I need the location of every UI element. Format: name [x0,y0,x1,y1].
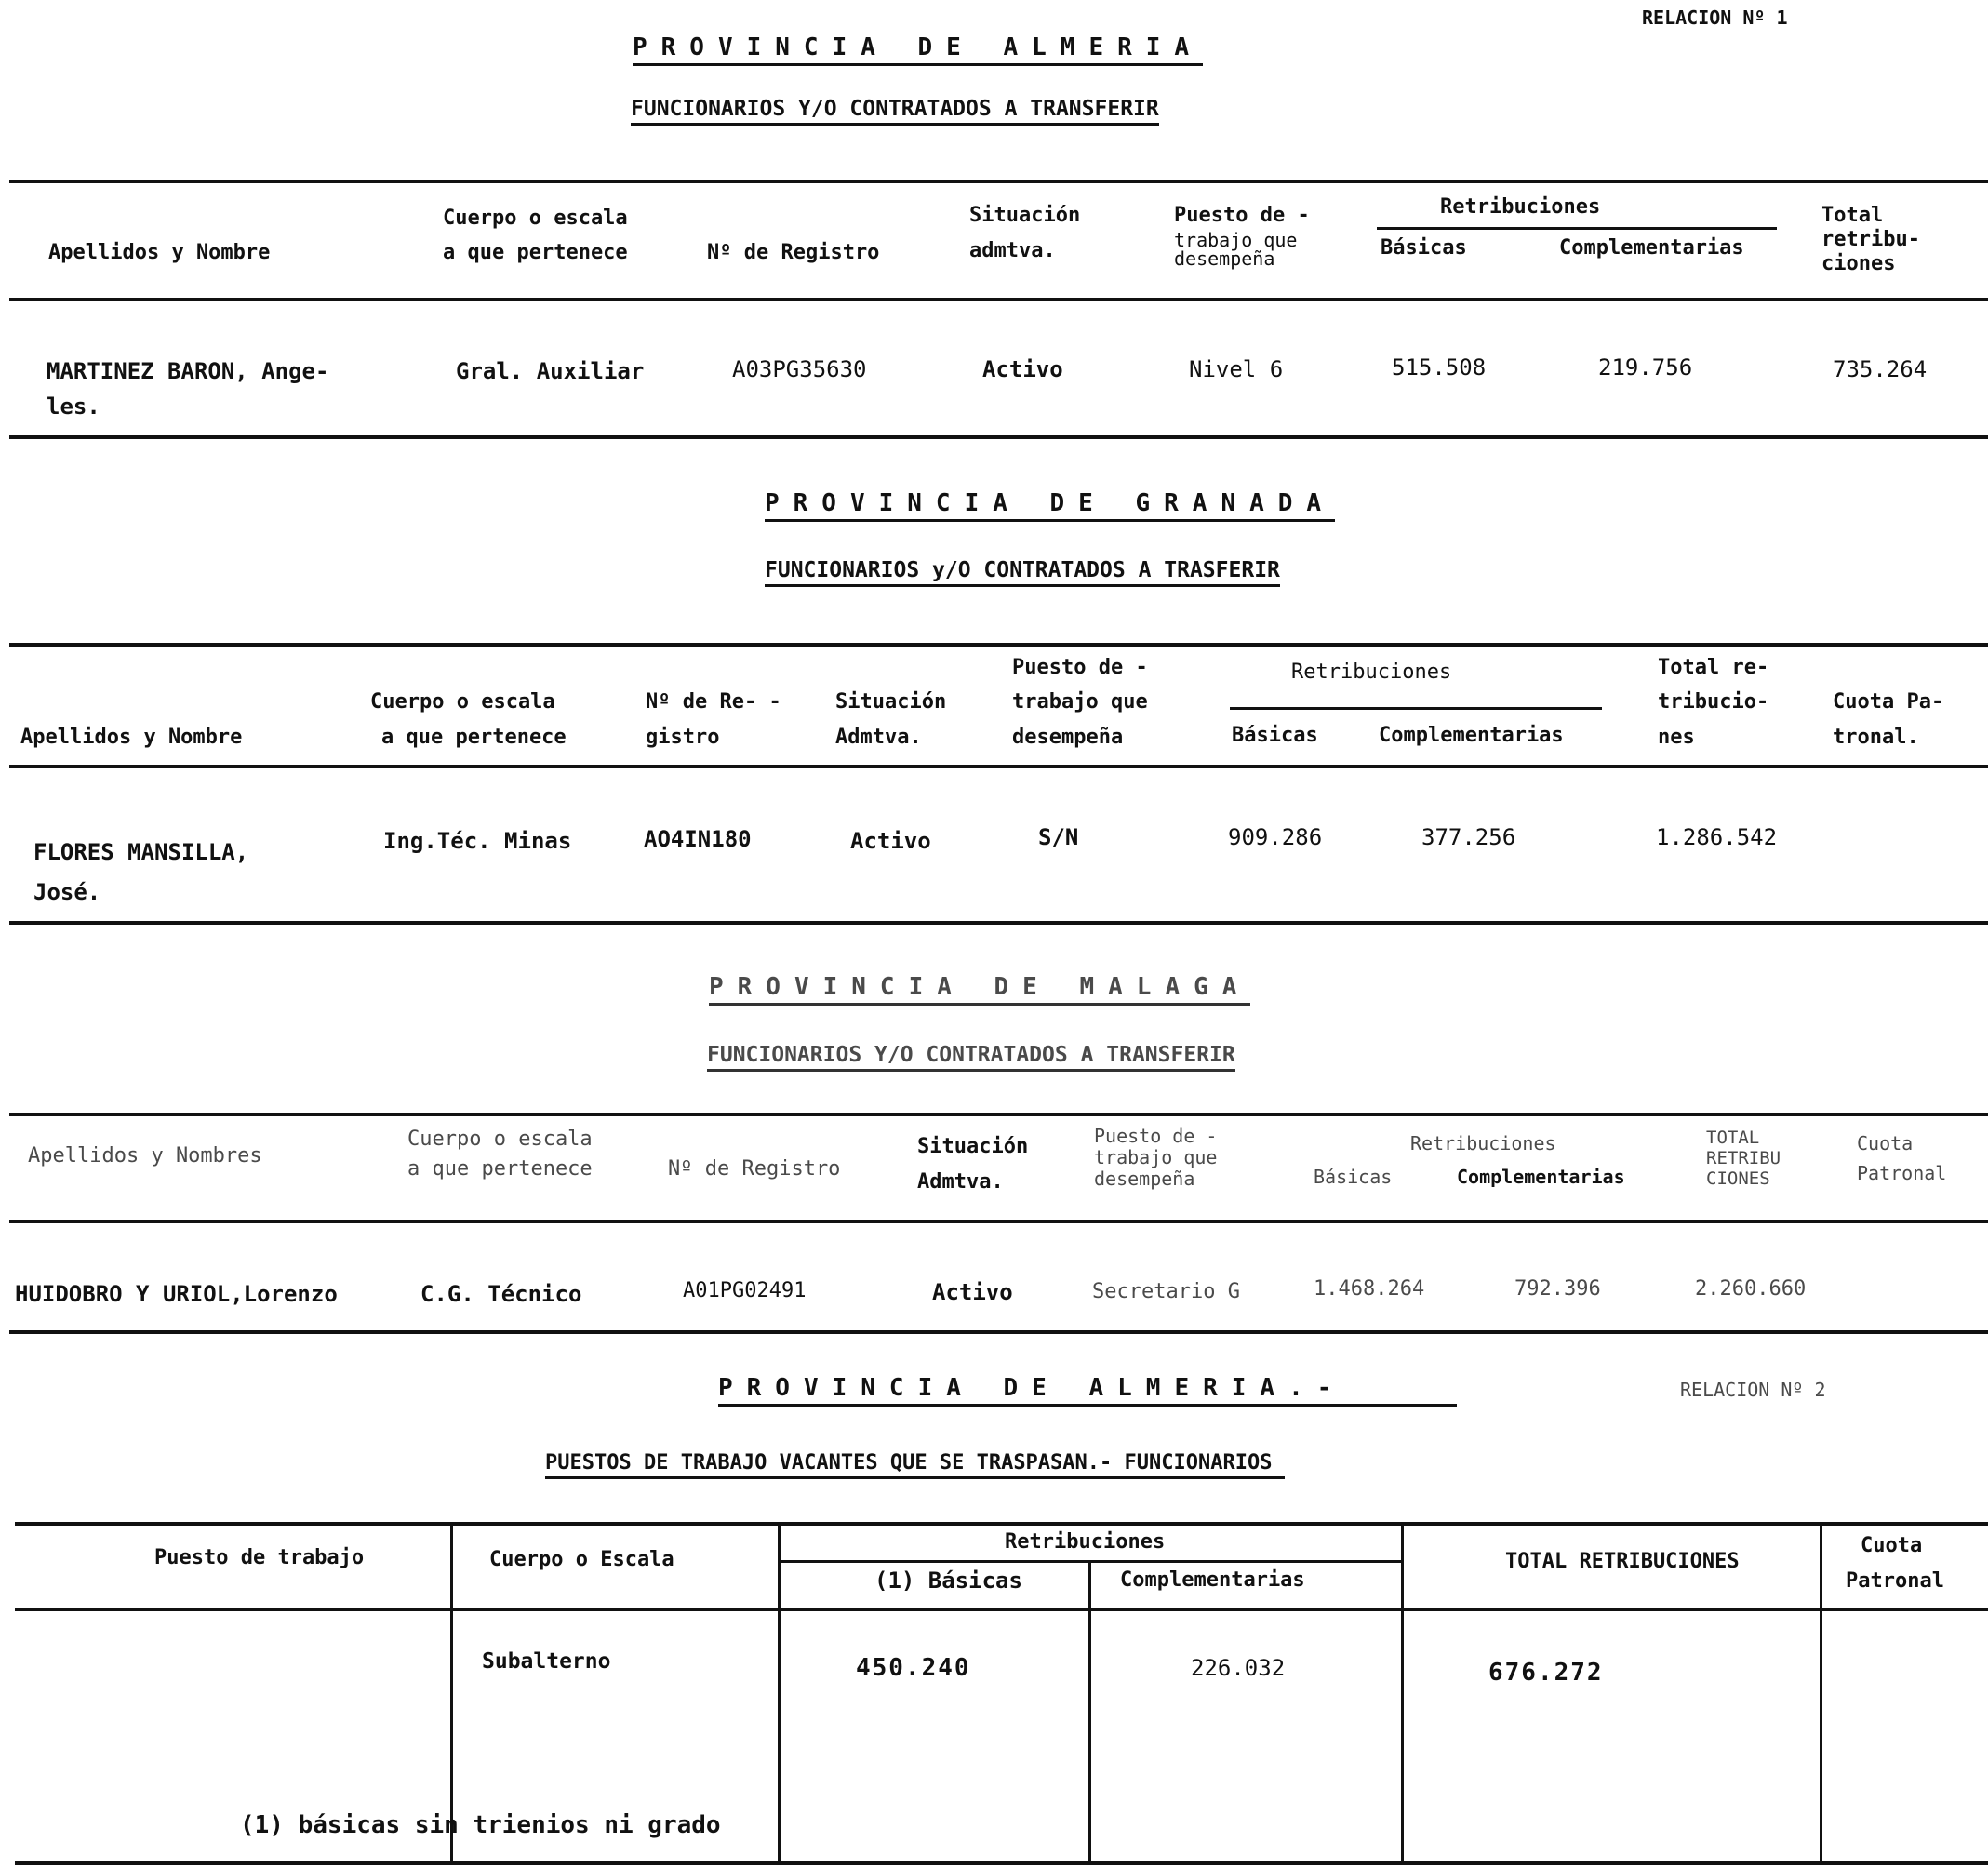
almeria-row-complementarias: 219.756 [1598,354,1693,380]
malaga-header-registro: Nº de Registro [668,1157,841,1181]
almeria-table-bottom-rule [9,435,1988,439]
almeria-header-retribuciones: Retribuciones [1440,195,1601,219]
almeria2-row-complementarias: 226.032 [1191,1655,1286,1681]
malaga-header-situacion-1: Situación [917,1135,1029,1158]
granada-header-puesto-1: Puesto de - [1012,656,1148,679]
almeria2-table-top-rule [15,1522,1988,1526]
granada-row-registro: AO4IN180 [644,826,752,852]
almeria-row-registro: A03PG35630 [732,356,867,382]
almeria2-header-cuerpo: Cuerpo o Escala [489,1548,674,1571]
almeria-header-total-2: retribu- [1821,228,1920,251]
relacion-1-label: RELACION Nº 1 [1642,7,1788,29]
granada-header-situacion-2: Admtva. [835,726,922,749]
granada-header-total-3: nes [1658,726,1695,749]
malaga-table-top-rule [9,1113,1988,1116]
granada-header-nombre: Apellidos y Nombre [20,726,243,749]
almeria2-header-complementarias: Complementarias [1120,1568,1305,1592]
almeria-subtitle: FUNCIONARIOS Y/O CONTRATADOS A TRANSFERIR [631,97,1159,126]
granada-subtitle: FUNCIONARIOS y/O CONTRATADOS A TRASFERIR [765,558,1280,587]
granada-row-basicas: 909.286 [1228,824,1323,850]
almeria-header-bottom-rule [9,298,1988,301]
malaga-header-total-3: CIONES [1706,1168,1770,1189]
granada-header-cuota-1: Cuota Pa- [1833,690,1944,714]
almeria-header-basicas: Básicas [1381,236,1467,260]
almeria2-header-basicas: (1) Básicas [874,1568,1022,1594]
malaga-header-cuota-1: Cuota [1857,1132,1914,1154]
almeria2-footnote: (1) básicas sin trienios ni grado [240,1811,721,1839]
granada-row-total: 1.286.542 [1656,824,1778,850]
malaga-row-cuerpo: C.G. Técnico [420,1281,582,1307]
granada-header-complementarias: Complementarias [1379,724,1564,747]
almeria-header-cuerpo-2: a que pertenece [443,241,628,264]
almeria2-header-total: TOTAL RETRIBUCIONES [1505,1550,1740,1573]
almeria-header-complementarias: Complementarias [1559,236,1744,260]
almeria-header-puesto-2: trabajo que [1174,229,1298,251]
almeria2-header-cuota-2: Patronal [1846,1569,1944,1593]
malaga-header-total-1: TOTAL [1706,1127,1760,1148]
granada-header-cuerpo-1: Cuerpo o escala [370,690,555,714]
granada-table-top-rule [9,643,1988,647]
granada-row-nombre-2: José. [33,879,101,905]
granada-retribuciones-rule [1230,707,1602,710]
malaga-row-puesto: Secretario G [1092,1280,1240,1303]
granada-header-basicas: Básicas [1232,724,1318,747]
almeria-retribuciones-rule [1377,227,1777,230]
granada-row-situacion: Activo [850,828,931,854]
malaga-header-puesto-3: desempeña [1094,1168,1195,1190]
malaga-header-cuerpo-2: a que pertenece [407,1157,593,1181]
malaga-header-retribuciones: Retribuciones [1410,1132,1556,1154]
granada-header-cuerpo-2: a que pertenece [381,726,567,749]
malaga-table-bottom-rule [9,1330,1988,1334]
malaga-row-complementarias: 792.396 [1514,1277,1601,1301]
almeria-row-total: 735.264 [1833,356,1928,382]
almeria-header-situacion-1: Situación [969,204,1081,227]
almeria-row-nombre-1: MARTINEZ BARON, Ange- [47,358,329,384]
granada-row-complementarias: 377.256 [1421,824,1516,850]
malaga-subtitle: FUNCIONARIOS Y/O CONTRATADOS A TRANSFERIR [707,1043,1235,1072]
almeria-header-registro: Nº de Registro [707,241,880,264]
granada-header-cuota-2: tronal. [1833,726,1919,749]
almeria2-vline-4 [1401,1522,1404,1862]
malaga-header-bottom-rule [9,1220,1988,1223]
almeria2-vline-3 [1088,1560,1091,1862]
almeria-row-basicas: 515.508 [1392,354,1487,380]
almeria2-header-puesto: Puesto de trabajo [154,1546,365,1569]
granada-header-bottom-rule [9,765,1988,768]
almeria-header-puesto-3: desempeña [1174,247,1275,270]
almeria2-title: PROVINCIA DE ALMERIA.- [718,1374,1457,1407]
granada-row-nombre-1: FLORES MANSILLA, [33,839,249,865]
almeria2-subtitle: PUESTOS DE TRABAJO VACANTES QUE SE TRASPASAN.- FUNCIONARIOS [545,1451,1285,1479]
malaga-row-registro: A01PG02491 [683,1279,807,1302]
almeria-header-total-3: ciones [1821,252,1896,275]
almeria-row-puesto: Nivel 6 [1189,356,1284,382]
malaga-row-total: 2.260.660 [1695,1277,1807,1301]
malaga-header-nombre: Apellidos y Nombres [28,1144,262,1168]
malaga-header-basicas: Básicas [1314,1166,1393,1188]
malaga-row-nombre: HUIDOBRO Y URIOL,Lorenzo [15,1281,338,1307]
granada-header-total-2: tribucio- [1658,690,1769,714]
almeria-row-nombre-2: les. [47,394,100,420]
almeria-table-top-rule [9,180,1988,183]
almeria-row-situacion: Activo [982,356,1063,382]
granada-header-puesto-2: trabajo que [1012,690,1148,714]
almeria2-header-retribuciones: Retribuciones [1005,1530,1166,1554]
malaga-header-puesto-2: trabajo que [1094,1146,1218,1168]
almeria2-row-cuerpo: Subalterno [482,1649,611,1674]
almeria2-header-bottom-rule [15,1608,1988,1611]
almeria-row-cuerpo: Gral. Auxiliar [456,358,645,384]
granada-header-registro-2: gistro [646,726,720,749]
granada-row-puesto: S/N [1038,824,1079,850]
malaga-row-situacion: Activo [932,1279,1013,1305]
almeria-header-total-1: Total [1821,204,1884,227]
malaga-header-cuerpo-1: Cuerpo o escala [407,1127,593,1151]
granada-title: PROVINCIA DE GRANADA [765,489,1335,522]
granada-header-registro-1: Nº de Re- - [646,690,781,714]
granada-header-total-1: Total re- [1658,656,1769,679]
almeria2-vline-2 [778,1522,781,1862]
almeria2-table-bottom-rule [15,1861,1988,1865]
almeria-header-cuerpo-1: Cuerpo o escala [443,207,628,230]
malaga-header-total-2: RETRIBU [1706,1148,1781,1168]
almeria-header-nombre: Apellidos y Nombre [48,241,271,264]
malaga-header-cuota-2: Patronal [1857,1162,1947,1184]
almeria2-vline-5 [1820,1522,1822,1862]
malaga-header-complementarias: Complementarias [1457,1166,1625,1188]
almeria2-header-cuota-1: Cuota [1861,1534,1923,1557]
almeria-header-puesto-1: Puesto de - [1174,204,1310,227]
almeria2-row-basicas: 450.240 [856,1654,971,1682]
granada-header-retribuciones: Retribuciones [1291,660,1452,684]
granada-table-bottom-rule [9,921,1988,925]
granada-header-situacion-1: Situación [835,690,947,714]
almeria-title: PROVINCIA DE ALMERIA [633,33,1203,66]
almeria-header-situacion-2: admtva. [969,239,1056,262]
malaga-header-situacion-2: Admtva. [917,1170,1004,1194]
malaga-header-puesto-1: Puesto de - [1094,1125,1218,1147]
malaga-title: PROVINCIA DE MALAGA [709,973,1250,1006]
relacion-2-label: RELACION Nº 2 [1680,1379,1826,1401]
almeria2-row-total: 676.272 [1488,1659,1604,1687]
granada-header-puesto-3: desempeña [1012,726,1124,749]
malaga-row-basicas: 1.468.264 [1314,1277,1425,1301]
granada-row-cuerpo: Ing.Téc. Minas [383,828,572,854]
